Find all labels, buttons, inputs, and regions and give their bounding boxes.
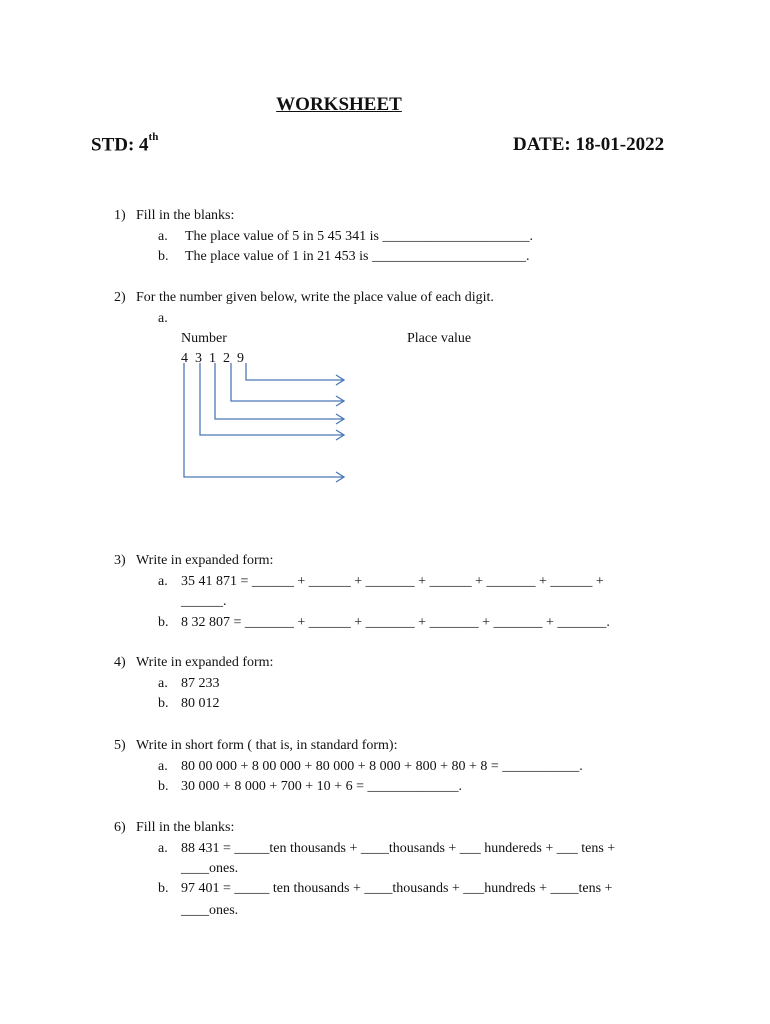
q4-b-text: 80 012 [181, 696, 220, 711]
q3-a-line1: 35 41 871 = ______ + ______ + _______ + ______ + _______ + ______ + [181, 574, 604, 589]
q4-b-label: b. [158, 696, 169, 711]
q4-prompt: Write in expanded form: [136, 655, 274, 670]
q3-prompt: Write in expanded form: [136, 553, 274, 568]
q4-a-text: 87 233 [181, 676, 220, 691]
standard-text: STD: 4 [91, 134, 149, 156]
q3-b-text: 8 32 807 = _______ + ______ + _______ + _______ + _______ + _______. [181, 615, 610, 630]
q6-number: 6) [114, 820, 126, 835]
q5-number: 5) [114, 738, 126, 753]
place-value-column-header: Place value [407, 331, 472, 346]
q3-a-line2: ______. [181, 594, 227, 609]
q2-a-label: a. [158, 311, 168, 326]
q4-a-label: a. [158, 676, 168, 691]
q1-prompt: Fill in the blanks: [136, 208, 235, 223]
q1-b-label: b. [158, 249, 169, 264]
q1-a-label: a. [158, 229, 168, 244]
q6-a-label: a. [158, 841, 168, 856]
arrow-digit-1 [215, 363, 344, 424]
q5-b-label: b. [158, 779, 169, 794]
q2-prompt: For the number given below, write the place value of each digit. [136, 290, 494, 305]
q6-prompt: Fill in the blanks: [136, 820, 235, 835]
number-digits: 4 3 1 2 9 [181, 351, 244, 366]
q6-a-line1: 88 431 = _____ten thousands + ____thousands + ___ hundereds + ___ tens + [181, 841, 616, 856]
date-label: DATE: 18-01-2022 [513, 134, 665, 155]
q5-prompt: Write in short form ( that is, in standard form): [136, 738, 398, 753]
q3-b-label: b. [158, 615, 169, 630]
q5-b-text: 30 000 + 8 000 + 700 + 10 + 6 = _____________. [181, 779, 462, 794]
q6-a-line2: ____ones. [181, 861, 239, 876]
arrow-digit-4 [184, 363, 344, 482]
q1-a-text: The place value of 5 in 5 45 341 is _____________________. [185, 229, 534, 244]
q5-a-label: a. [158, 759, 168, 774]
q1-b-text: The place value of 1 in 21 453 is ______________________. [185, 249, 530, 264]
q3-a-label: a. [158, 574, 168, 589]
q3-number: 3) [114, 553, 126, 568]
number-column-header: Number [181, 331, 227, 346]
arrow-digit-2 [231, 363, 344, 406]
q5-a-text: 80 00 000 + 8 00 000 + 80 000 + 8 000 + 800 + 80 + 8 = ___________. [181, 759, 583, 774]
q1-number: 1) [114, 208, 126, 223]
arrow-digit-9 [246, 363, 344, 385]
q4-number: 4) [114, 655, 126, 670]
q6-b-line1: 97 401 = _____ ten thousands + ____thousands + ___hundreds + ____tens + [181, 881, 613, 896]
q6-b-label: b. [158, 881, 169, 896]
q6-b-line2: ____ones. [181, 903, 239, 918]
worksheet-title: WORKSHEET [276, 94, 402, 115]
standard-suffix: th [148, 131, 159, 143]
q2-number: 2) [114, 290, 126, 305]
